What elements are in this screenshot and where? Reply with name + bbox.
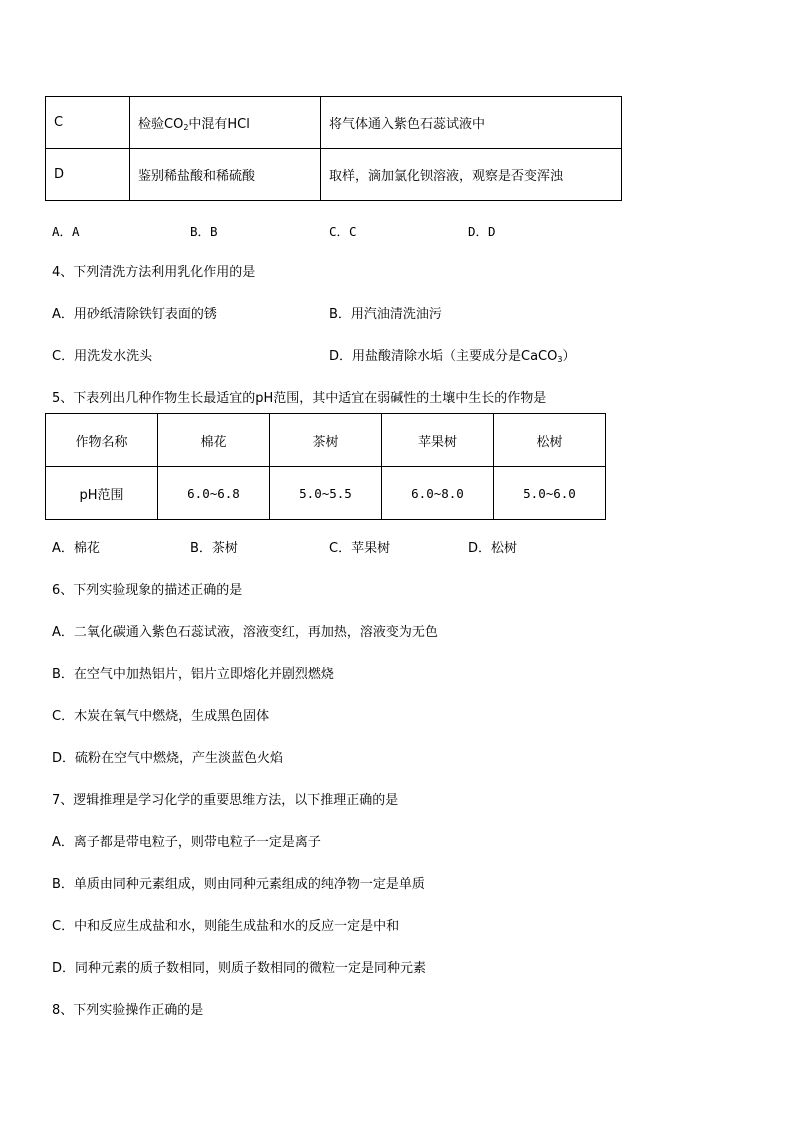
table-cell: 6.0~6.8 xyxy=(158,467,270,520)
row-label: D xyxy=(46,149,130,201)
q5-option-c: C．苹果树 xyxy=(329,541,391,556)
q6-stem: 6、下列实验现象的描述正确的是 xyxy=(52,583,243,598)
q5-option-b: B．茶树 xyxy=(190,541,238,556)
table-cell: 6.0~8.0 xyxy=(382,467,494,520)
experiment-method: 将气体通入紫色石蕊试液中 xyxy=(321,97,622,149)
table-row xyxy=(46,149,622,201)
ph-table xyxy=(45,413,606,520)
q3-option-c: C．C xyxy=(329,224,357,239)
options-table xyxy=(45,96,622,201)
q7-option-a: A．离子都是带电粒子，则带电粒子一定是离子 xyxy=(52,835,321,850)
q7-option-d: D．同种元素的质子数相同，则质子数相同的微粒一定是同种元素 xyxy=(52,961,427,976)
q6-option-b: B．在空气中加热铝片，铝片立即熔化并剧烈燃烧 xyxy=(52,667,334,682)
table-cell: pH范围 xyxy=(46,467,158,520)
header-cell: 棉花 xyxy=(158,414,270,467)
q3-option-a: A．A xyxy=(52,224,80,239)
table-cell: 5.0~6.0 xyxy=(494,467,606,520)
q5-stem: 5、下表列出几种作物生长最适宜的pH范围，其中适宜在弱碱性的土壤中生长的作物是 xyxy=(52,391,547,406)
q8-stem: 8、下列实验操作正确的是 xyxy=(52,1003,204,1018)
q7-option-c: C．中和反应生成盐和水，则能生成盐和水的反应一定是中和 xyxy=(52,919,400,934)
q5-option-a: A．棉花 xyxy=(52,541,100,556)
q7-stem: 7、逻辑推理是学习化学的重要思维方法，以下推理正确的是 xyxy=(52,793,399,808)
q3-option-d: D．D xyxy=(468,224,496,239)
table-row xyxy=(46,467,606,520)
q3-option-b: B．B xyxy=(190,224,218,239)
q4-option-d: D．用盐酸清除水垢（主要成分是CaCO$_3$） xyxy=(329,349,576,364)
table-row xyxy=(46,97,622,149)
header-cell: 苹果树 xyxy=(382,414,494,467)
table-cell: 5.0~5.5 xyxy=(270,467,382,520)
experiment-goal: 鉴别稀盐酸和稀硫酸 xyxy=(130,149,321,201)
q4-option-b: B．用汽油清洗油污 xyxy=(329,307,442,322)
row-label: C xyxy=(46,97,130,149)
q6-option-d: D．硫粉在空气中燃烧，产生淡蓝色火焰 xyxy=(52,751,284,766)
header-cell: 茶树 xyxy=(270,414,382,467)
header-cell: 作物名称 xyxy=(46,414,158,467)
header-cell: 松树 xyxy=(494,414,606,467)
q5-option-d: D．松树 xyxy=(468,541,518,556)
q6-option-a: A．二氧化碳通入紫色石蕊试液，溶液变红，再加热，溶液变为无色 xyxy=(52,625,438,640)
q4-option-a: A．用砂纸清除铁钉表面的锈 xyxy=(52,307,217,322)
q7-option-b: B．单质由同种元素组成，则由同种元素组成的纯净物一定是单质 xyxy=(52,877,425,892)
q6-option-c: C．木炭在氧气中燃烧，生成黑色固体 xyxy=(52,709,270,724)
q4-stem: 4、下列清洗方法利用乳化作用的是 xyxy=(52,265,256,280)
q4-option-c: C．用洗发水洗头 xyxy=(52,349,153,364)
experiment-method: 取样，滴加氯化钡溶液，观察是否变浑浊 xyxy=(321,149,622,201)
experiment-goal: 检验$CO_2$中混有HCl xyxy=(130,97,321,149)
table-header-row xyxy=(46,414,606,467)
